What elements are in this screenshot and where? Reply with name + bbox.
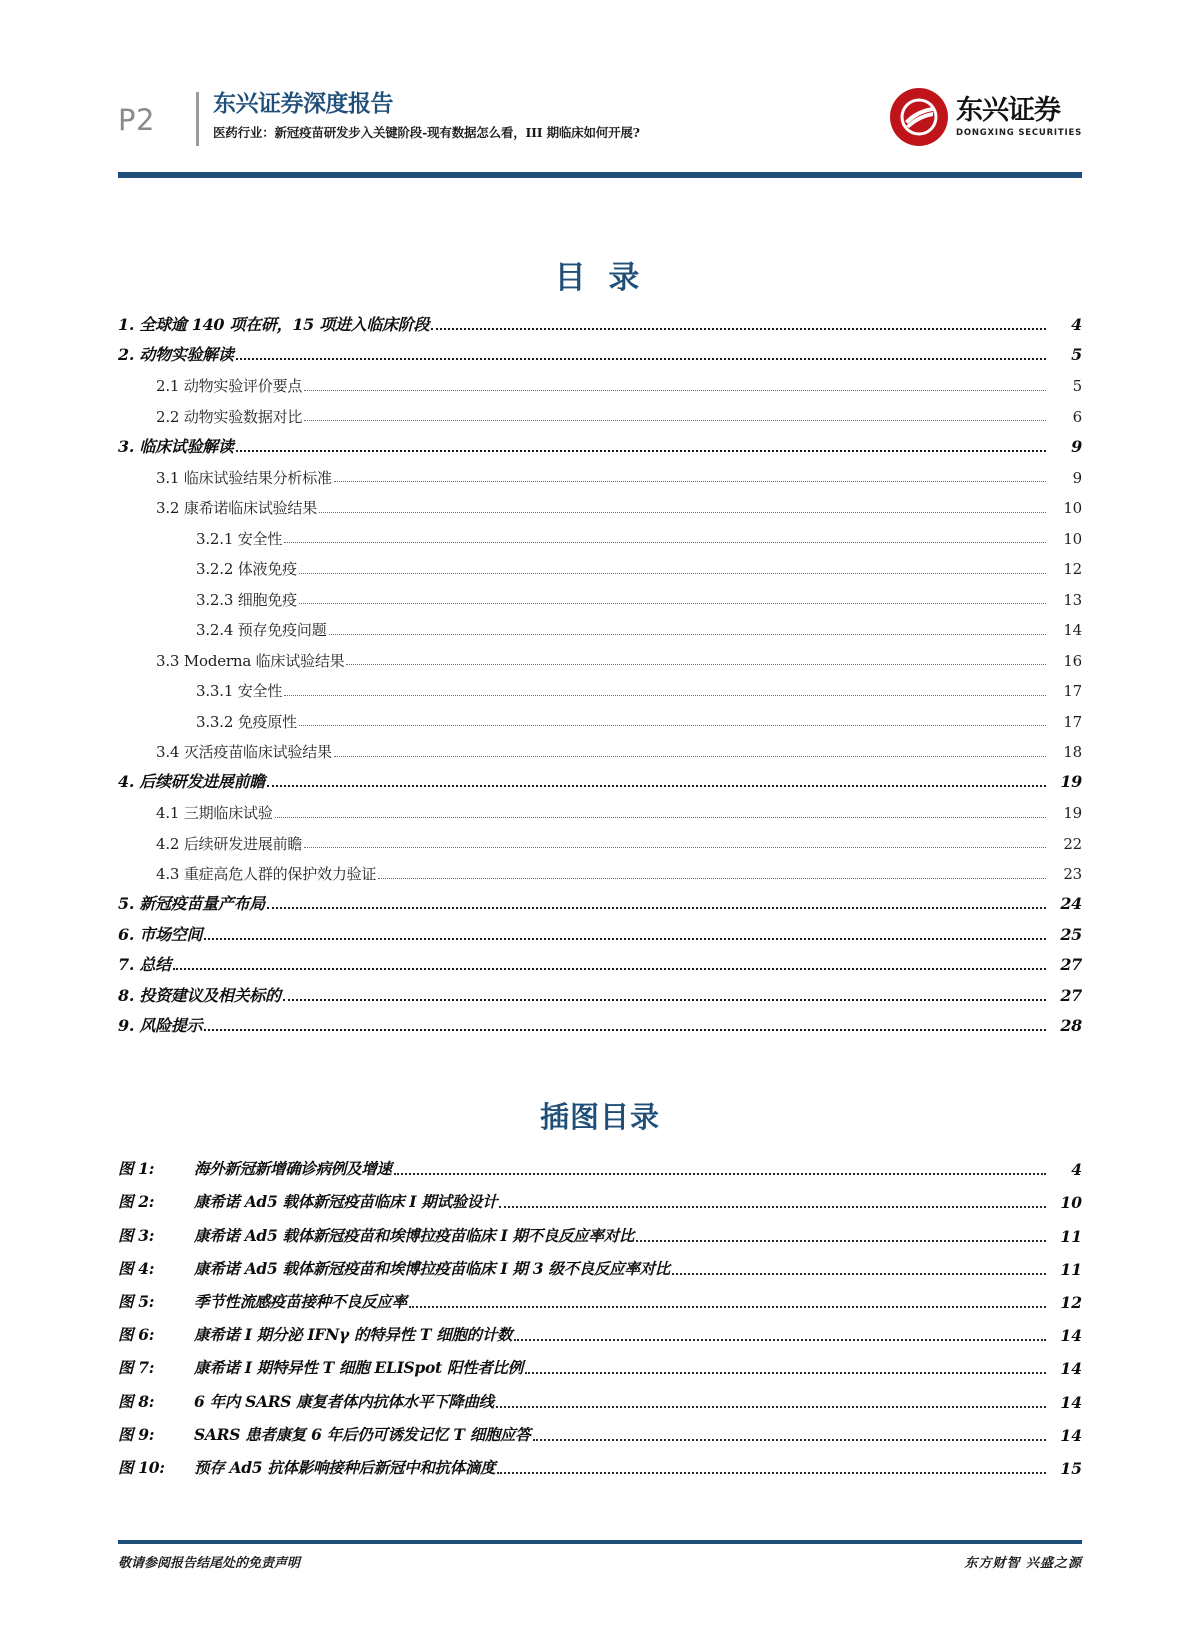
toc-entry-label: 3.3.2 免疫原性 [196,712,297,731]
toc-entry-label: 3.2 康希诺临床试验结果 [156,499,318,517]
figure-leader-dots [672,1272,1046,1275]
toc-entry[interactable] [118,885,1082,916]
figure-leader-dots [514,1338,1046,1341]
toc-entry[interactable] [118,397,1082,428]
figure-entry-number: 图 7: [118,1358,155,1378]
toc-entry[interactable] [118,549,1082,580]
figure-entry-page: 14 [1060,1359,1082,1379]
figure-leader-dots [533,1438,1047,1441]
figure-entry-page: 11 [1060,1259,1082,1279]
figure-entry-page: 10 [1060,1193,1082,1213]
toc-entry-label: 1. 全球逾 140 项在研，15 项进入临床阶段 [118,314,430,334]
figure-entry-label: 海外新冠新增确诊病例及增速 [194,1159,392,1179]
figure-entry-page: 12 [1060,1292,1082,1312]
toc-entry[interactable] [118,946,1082,977]
figure-entry-label: 6 年内 SARS 康复者体内抗体水平下降曲线 [194,1391,494,1411]
figure-leader-dots [497,1471,1046,1474]
toc-entry-label: 8. 投资建议及相关标的 [118,985,281,1005]
toc-entry-page: 17 [1063,682,1082,700]
toc-leader-dots [275,816,1046,818]
figure-entry-label: SARS 患者康复 6 年后仍可诱发记忆 T 细胞应答 [194,1424,531,1444]
toc-entry-page: 17 [1063,712,1082,731]
toc-leader-dots [346,663,1046,665]
toc-entry-label: 4.3 重症高危人群的保护效力验证 [156,865,377,883]
toc-entry-page: 19 [1060,772,1082,792]
figure-entry[interactable] [118,1347,1082,1380]
toc-leader-dots [334,480,1046,482]
figure-entry[interactable] [118,1314,1082,1347]
toc-leader-dots [304,389,1046,391]
toc-entry[interactable] [118,854,1082,885]
toc-leader-dots [267,906,1046,909]
toc-entry[interactable] [118,488,1082,519]
figure-entry-page: 14 [1060,1425,1082,1445]
toc-entry[interactable] [118,793,1082,824]
toc-list [118,305,1082,1037]
figure-entry[interactable] [118,1181,1082,1214]
toc-entry-label: 3.2.1 安全性 [196,529,283,548]
toc-leader-dots [284,694,1046,696]
figure-entry[interactable] [118,1380,1082,1413]
figure-leader-dots [394,1172,1046,1175]
figure-entry-page: 4 [1071,1160,1082,1180]
toc-entry-label: 2. 动物实验解读 [118,345,234,365]
figure-list [118,1148,1082,1480]
page-marker: P2 [118,103,155,137]
brand-name-en: DONGXING SECURITIES [955,127,1082,138]
toc-entry-page: 25 [1060,924,1082,944]
toc-leader-dots [283,998,1046,1001]
toc-entry-label: 3.2.2 体液免疫 [196,560,297,578]
header-divider [196,92,199,146]
toc-entry-page: 12 [1063,560,1082,578]
figure-entry[interactable] [118,1281,1082,1314]
toc-leader-dots [431,327,1046,330]
toc-entry-page: 19 [1063,804,1082,822]
toc-entry[interactable] [118,915,1082,946]
toc-leader-dots [236,449,1046,452]
toc-entry-label: 3.2.3 细胞免疫 [196,590,297,609]
figure-leader-dots [525,1371,1046,1374]
toc-leader-dots [304,419,1046,421]
toc-entry-page: 14 [1063,621,1082,639]
footer-disclaimer: 敬请参阅报告结尾处的免责声明 [118,1556,301,1571]
footer-accent-bar [118,1540,1082,1544]
figure-entry-page: 11 [1060,1226,1082,1246]
figure-entry[interactable] [118,1214,1082,1247]
figure-entry-number: 图 8: [118,1391,155,1411]
report-title: 东兴证券深度报告 [213,91,393,117]
figure-entry-number: 图 1: [118,1159,155,1179]
figure-entry-label: 康希诺 I 期特异性 T 细胞 ELISpot 阳性者比例 [194,1358,523,1378]
toc-entry[interactable] [118,519,1082,550]
figure-entry-page: 14 [1060,1326,1082,1346]
toc-entry-page: 5 [1071,345,1082,365]
toc-entry-label: 4. 后续研发进展前瞻 [118,772,265,792]
toc-leader-dots [204,937,1046,940]
toc-entry[interactable] [118,336,1082,367]
toc-entry[interactable] [118,641,1082,672]
toc-leader-dots [299,572,1046,574]
toc-entry-page: 24 [1060,894,1082,914]
toc-entry[interactable] [118,366,1082,397]
figure-entry[interactable] [118,1447,1082,1480]
toc-entry-page: 27 [1060,985,1082,1005]
toc-leader-dots [173,967,1046,970]
figure-entry[interactable] [118,1248,1082,1281]
figure-entry[interactable] [118,1148,1082,1181]
figure-entry-number: 图 5: [118,1291,155,1311]
toc-entry-label: 3.3.1 安全性 [196,682,283,700]
toc-entry-label: 3.2.4 预存免疫问题 [196,621,327,639]
figure-entry-label: 康希诺 Ad5 载体新冠疫苗和埃博拉疫苗临床 I 期不良反应率对比 [194,1225,635,1245]
figure-leader-dots [496,1405,1046,1408]
toc-leader-dots [334,755,1046,757]
toc-entry[interactable] [118,702,1082,733]
figure-entry-label: 康希诺 I 期分泌 IFNγ 的特异性 T 细胞的计数 [194,1325,513,1345]
toc-leader-dots [204,1028,1046,1031]
figure-entry-label: 康希诺 Ad5 载体新冠疫苗和埃博拉疫苗临床 I 期 3 级不良反应率对比 [194,1258,670,1278]
figure-leader-dots [409,1305,1046,1308]
toc-entry-label: 2.2 动物实验数据对比 [156,407,303,426]
toc-entry-page: 9 [1071,436,1082,456]
figure-entry-label: 预存 Ad5 抗体影响接种后新冠中和抗体滴度 [194,1457,496,1477]
toc-entry-page: 23 [1063,865,1082,883]
toc-entry-page: 10 [1063,529,1082,548]
figure-entry-page: 14 [1060,1392,1082,1412]
toc-entry[interactable] [118,305,1082,336]
toc-entry-label: 2.1 动物实验评价要点 [156,377,303,395]
toc-entry-label: 4.1 三期临床试验 [156,804,273,822]
header-accent-bar [118,172,1082,178]
footer-slogan: 东方财智 兴盛之源 [964,1556,1082,1571]
toc-leader-dots [299,602,1046,604]
toc-entry[interactable] [118,824,1082,855]
toc-entry[interactable] [118,1007,1082,1038]
figure-entry-number: 图 3: [118,1225,155,1245]
toc-entry[interactable] [118,458,1082,489]
brand-logo [890,88,1082,146]
page-footer [118,1552,1082,1571]
toc-entry-label: 3.1 临床试验结果分析标准 [156,468,332,487]
toc-entry-label: 5. 新冠疫苗量产布局 [118,894,265,914]
toc-entry-page: 10 [1063,499,1082,517]
figure-entry-number: 图 4: [118,1258,155,1278]
toc-entry-page: 4 [1071,314,1082,334]
figure-entry-number: 图 2: [118,1192,155,1212]
toc-entry-page: 27 [1060,955,1082,975]
toc-leader-dots [299,724,1046,726]
toc-leader-dots [236,357,1046,360]
figure-entry-number: 图 6: [118,1325,155,1345]
toc-entry[interactable] [118,610,1082,641]
page-header [118,88,1082,150]
toc-leader-dots [319,511,1046,513]
figure-list-heading: 插图目录 [539,1100,660,1134]
brand-name: 东兴证券 [955,94,1060,126]
figure-entry-label: 季节性流感疫苗接种不良反应率 [194,1291,407,1311]
toc-entry[interactable] [118,763,1082,794]
toc-heading: 目 录 [554,260,646,296]
toc-entry-page: 18 [1063,743,1082,761]
toc-entry[interactable] [118,732,1082,763]
figure-entry-number: 图 9: [118,1424,155,1444]
toc-entry-page: 6 [1072,407,1082,426]
toc-entry-page: 16 [1063,651,1082,670]
toc-entry-label: 3. 临床试验解读 [118,436,234,456]
dongxing-logo-icon [890,88,948,146]
toc-entry-label: 6. 市场空间 [118,924,203,944]
toc-leader-dots [304,846,1046,848]
toc-entry-label: 3.4 灭活疫苗临床试验结果 [156,743,332,761]
toc-entry[interactable] [118,976,1082,1007]
report-subtitle: 医药行业：新冠疫苗研发步入关键阶段-现有数据怎么看，III 期临床如何开展? [213,125,640,141]
toc-entry-page: 9 [1072,468,1082,487]
figure-entry[interactable] [118,1414,1082,1447]
toc-entry[interactable] [118,427,1082,458]
figure-leader-dots [636,1239,1046,1242]
toc-entry-page: 13 [1063,590,1082,609]
toc-entry-label: 3.3 Moderna 临床试验结果 [156,651,345,670]
toc-entry-label: 4.2 后续研发进展前瞻 [156,834,303,853]
toc-leader-dots [284,541,1046,543]
toc-entry-page: 28 [1060,1016,1082,1036]
toc-entry-page: 22 [1063,834,1082,853]
toc-leader-dots [267,784,1046,787]
toc-entry[interactable] [118,580,1082,611]
toc-entry-label: 7. 总结 [118,955,171,975]
figure-entry-label: 康希诺 Ad5 载体新冠疫苗临床 I 期试验设计 [194,1192,498,1212]
toc-entry[interactable] [118,671,1082,702]
toc-leader-dots [329,633,1046,635]
figure-entry-number: 图 10: [118,1457,165,1477]
figure-entry-page: 15 [1060,1458,1082,1478]
figure-leader-dots [499,1205,1046,1208]
toc-entry-label: 9. 风险提示 [118,1016,203,1036]
toc-leader-dots [378,877,1046,879]
toc-entry-page: 5 [1072,377,1082,395]
